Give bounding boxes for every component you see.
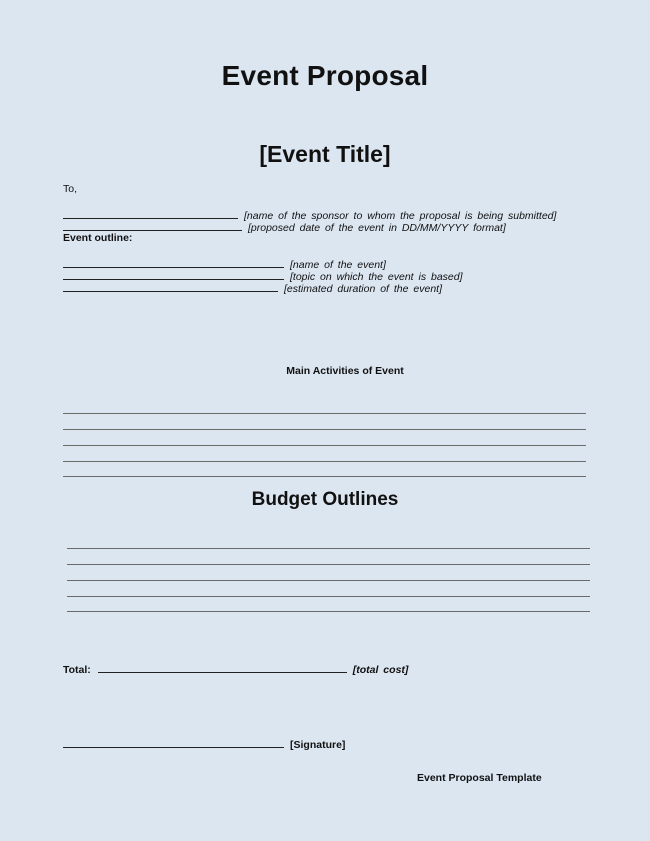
footer-label: Event Proposal Template bbox=[417, 772, 542, 784]
activity-line[interactable] bbox=[63, 413, 586, 414]
topic-blank[interactable] bbox=[63, 269, 284, 280]
total-field bbox=[63, 662, 408, 676]
duration-blank[interactable] bbox=[63, 281, 278, 292]
budget-line[interactable] bbox=[67, 580, 590, 581]
budget-heading: Budget Outlines bbox=[251, 489, 399, 510]
salutation: To, bbox=[63, 183, 78, 195]
event-title: [Event Title] bbox=[259, 141, 391, 167]
total-hint: [total cost] bbox=[352, 664, 409, 676]
date-hint: [proposed date of the event in DD/MM/YYYY format] bbox=[248, 222, 506, 234]
duration-field bbox=[63, 281, 442, 295]
budget-line[interactable] bbox=[67, 564, 590, 565]
sponsor-hint: [name of the sponsor to whom the proposal is being submitted] bbox=[244, 210, 557, 222]
topic-hint: [topic on which the event is based] bbox=[290, 271, 463, 283]
budget-line[interactable] bbox=[67, 596, 590, 597]
activity-line[interactable] bbox=[63, 476, 586, 477]
activity-line[interactable] bbox=[63, 429, 586, 430]
total-label: Total: bbox=[63, 664, 91, 676]
budget-line[interactable] bbox=[67, 611, 590, 612]
event-name-hint: [name of the event] bbox=[290, 259, 386, 271]
sponsor-blank[interactable] bbox=[63, 208, 238, 219]
signature-blank[interactable] bbox=[63, 737, 284, 748]
activities-heading: Main Activities of Event bbox=[286, 365, 404, 377]
activity-line[interactable] bbox=[63, 461, 586, 462]
signature-field bbox=[63, 737, 345, 751]
signature-hint: [Signature] bbox=[290, 739, 346, 751]
duration-hint: [estimated duration of the event] bbox=[284, 283, 443, 295]
activity-line[interactable] bbox=[63, 445, 586, 446]
date-blank[interactable] bbox=[63, 220, 242, 231]
outline-label: Event outline: bbox=[63, 232, 133, 244]
document-title: Event Proposal bbox=[221, 60, 429, 91]
total-blank[interactable] bbox=[98, 662, 347, 673]
budget-line[interactable] bbox=[67, 548, 590, 549]
event-name-blank[interactable] bbox=[63, 257, 284, 268]
